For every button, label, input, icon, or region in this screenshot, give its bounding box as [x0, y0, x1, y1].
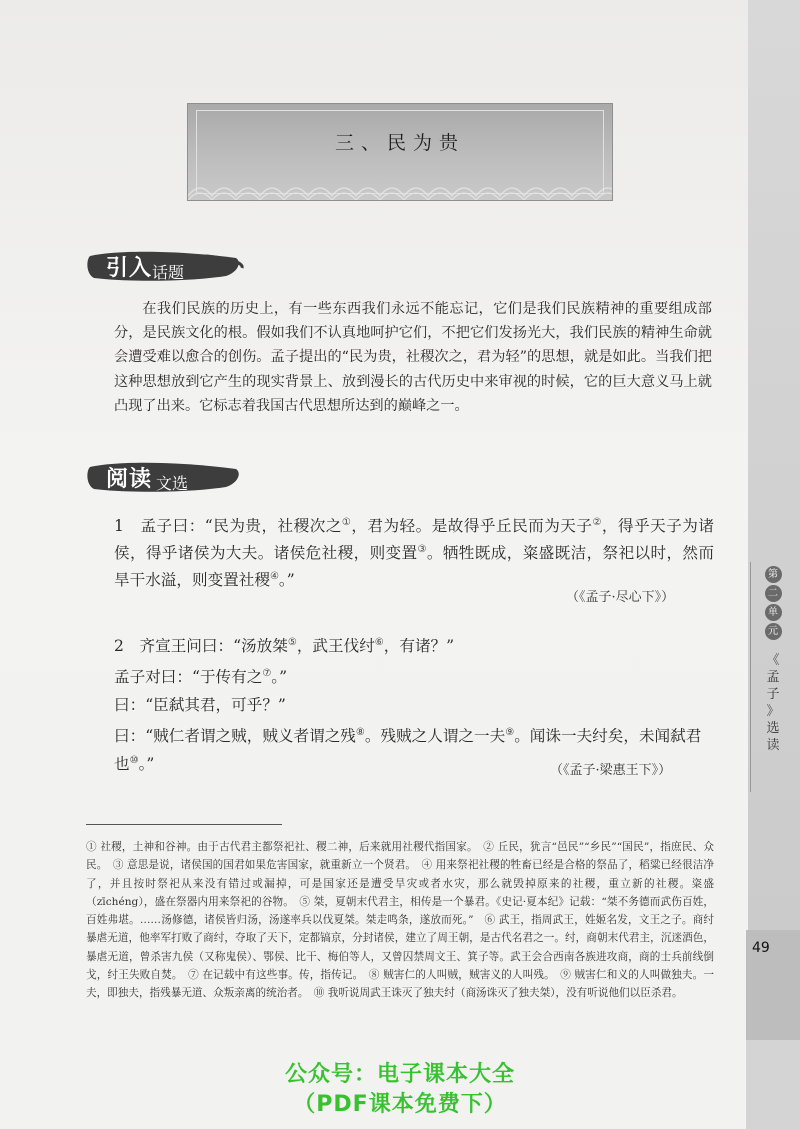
dialogue-line: 曰：“臣弑其君，可乎？”: [114, 696, 286, 715]
text-run: 。残贼之人谓之一夫: [364, 727, 506, 746]
intro-paragraph: 在我们民族的历史上，有一些东西我们永远不能忘记，它们是我们民族精神的重要组成部分，是民族文化的根。假如我们不认真地呵护它们，不把它们发扬光大，我们民族的精神生命就会遭受难以愈合的创伤。孟子提出的“民为贵，社稷次之，君为轻”的思想，就是如此。当我们把这种思想放到它产生的现实背景上、放到漫长的古代历史中来审视的时候，它的巨大意义马上就凸现了出来。它标志着我国古代思想所达到的巅峰之一。: [114, 301, 712, 414]
footnote-divider: [86, 824, 282, 825]
book-char: 选: [766, 721, 780, 736]
footnote-ref: ①: [341, 517, 352, 528]
text-run: 曰：“贼仁者谓之贼，贼义者谓之残: [114, 727, 356, 746]
book-char: 孟: [766, 670, 780, 685]
text-run: 。闻诛一夫纣矣，未闻弑君也: [114, 727, 702, 773]
text-run: 1 孟子曰：“民为贵，社稷次之: [114, 517, 342, 536]
passage-1-text: [114, 511, 714, 593]
text-run: ，武王伐纣: [296, 637, 375, 656]
unit-char: 第: [765, 566, 782, 583]
section-badge-intro: [86, 248, 246, 284]
text-run: ，得乎天子为诸侯，得乎诸侯为大夫。诸侯危社稷，则变置: [114, 517, 714, 563]
unit-label: [760, 566, 786, 642]
badge-sub-text: 文选: [156, 474, 189, 493]
wave-pattern-icon: [188, 174, 612, 200]
text-run: 2 齐宣王问曰：“汤放桀: [114, 637, 288, 656]
dialogue-line: [114, 631, 714, 658]
text-run: ，有诸？”: [383, 637, 455, 656]
book-title-vertical: [762, 652, 784, 754]
chapter-title-banner: [187, 103, 613, 201]
badge-main-text: 阅读: [106, 467, 153, 492]
footnote-ref: ②: [592, 517, 602, 528]
text-run: 。牺牲既成，粢盛既洁，祭祀以时，然而旱干水溢，则变置社稷: [114, 544, 714, 590]
badge-main-text: 引入: [106, 256, 153, 281]
watermark-line-2: （PDF课本免费下）: [293, 1092, 507, 1117]
passage-2: [114, 631, 714, 776]
footnote-ref: ③: [417, 544, 427, 556]
dialogue-line: [114, 662, 714, 689]
footnote-ref: ⑩: [129, 754, 139, 766]
unit-char: 二: [765, 585, 782, 602]
page-number: 49: [752, 940, 770, 956]
source-citation: （《孟子·尽心下》）: [566, 590, 675, 605]
text-run: 。”: [271, 668, 288, 687]
chapter-title: 三、民为贵: [334, 132, 465, 154]
text-run: 。”: [138, 754, 155, 773]
text-run: ，君为轻。是故得乎丘民而为天子: [351, 517, 593, 536]
watermark-line-1: 公众号：电子课本大全: [284, 1062, 515, 1087]
book-char: 》: [766, 704, 780, 719]
book-char: 《: [766, 653, 780, 668]
footnotes: ① 社稷，土神和谷神。由于古代君主都祭祀社、稷二神，后来就用社稷代指国家。 ② 丘民，犹言“邑民”“乡民”“国民”，指庶民、众民。 ③ 意思是说，诸侯国的国君如果危害国家，就重新立一个贤君。 ④ 用来祭祀社稷的牲畜已经是合格的祭品了，稻粱已经很洁净了，并且按时祭祀从来没有错过或漏掉，可是国家还是遭受旱灾或者水灾，那么就毁掉原来的社稷，重立新的社稷。粢盛（zīchéng），盛在祭器内用来祭祀的谷物。 ⑤ 桀，夏朝末代君主，相传是一个暴君。《史记·夏本纪》记载：“桀不务德而武伤百姓，百姓弗堪。……汤修德，诸侯皆归汤，汤遂率兵以伐夏桀。桀走鸣条，遂放而死。” ⑥ 武王，指周武王，姓姬名发，文王之子。商纣暴虐无道，他率军打败了商纣，夺取了天下，定都镐京，分封诸侯，建立了周王朝，是古代名君之一。纣，商朝末代君主，沉迷酒色，暴虐无道，曾杀害九侯（又称鬼侯）、鄂侯、比干、梅伯等人，又曾囚禁周文王、箕子等。武王会合西南各族进攻商，商的士兵前线倒戈，纣王失败自焚。 ⑦ 在记载中有这些事。传，指传记。 ⑧ 贼害仁的人叫贼，贼害义的人叫残。 ⑨ 贼害仁和义的人叫做独夫。一夫，即独夫，指残暴无道、众叛亲离的统治者。 ⑩ 我听说周武王诛灭了独夫纣（商汤诛灭了独夫桀），没有听说他们以臣杀君。: [86, 841, 714, 1000]
footnote-ref: ⑦: [262, 668, 272, 680]
footnote-ref: ⑧: [355, 727, 365, 739]
book-char: 读: [766, 738, 780, 753]
source-citation: （《孟子·梁惠王下》）: [550, 763, 672, 778]
footnote-ref: ⑨: [505, 727, 515, 739]
passage-1: [114, 511, 714, 593]
footnote-ref: ⑤: [287, 637, 297, 648]
unit-char: 元: [765, 623, 782, 640]
book-char: 子: [766, 687, 780, 702]
footnote-ref: ④: [269, 571, 279, 583]
section-badge-reading: [86, 459, 246, 495]
badge-sub-text: 话题: [152, 263, 185, 282]
footnote-ref: ⑥: [374, 637, 384, 648]
text-run: 。”: [278, 571, 295, 590]
text-run: 孟子对曰：“于传有之: [114, 668, 263, 687]
unit-char: 单: [765, 604, 782, 621]
